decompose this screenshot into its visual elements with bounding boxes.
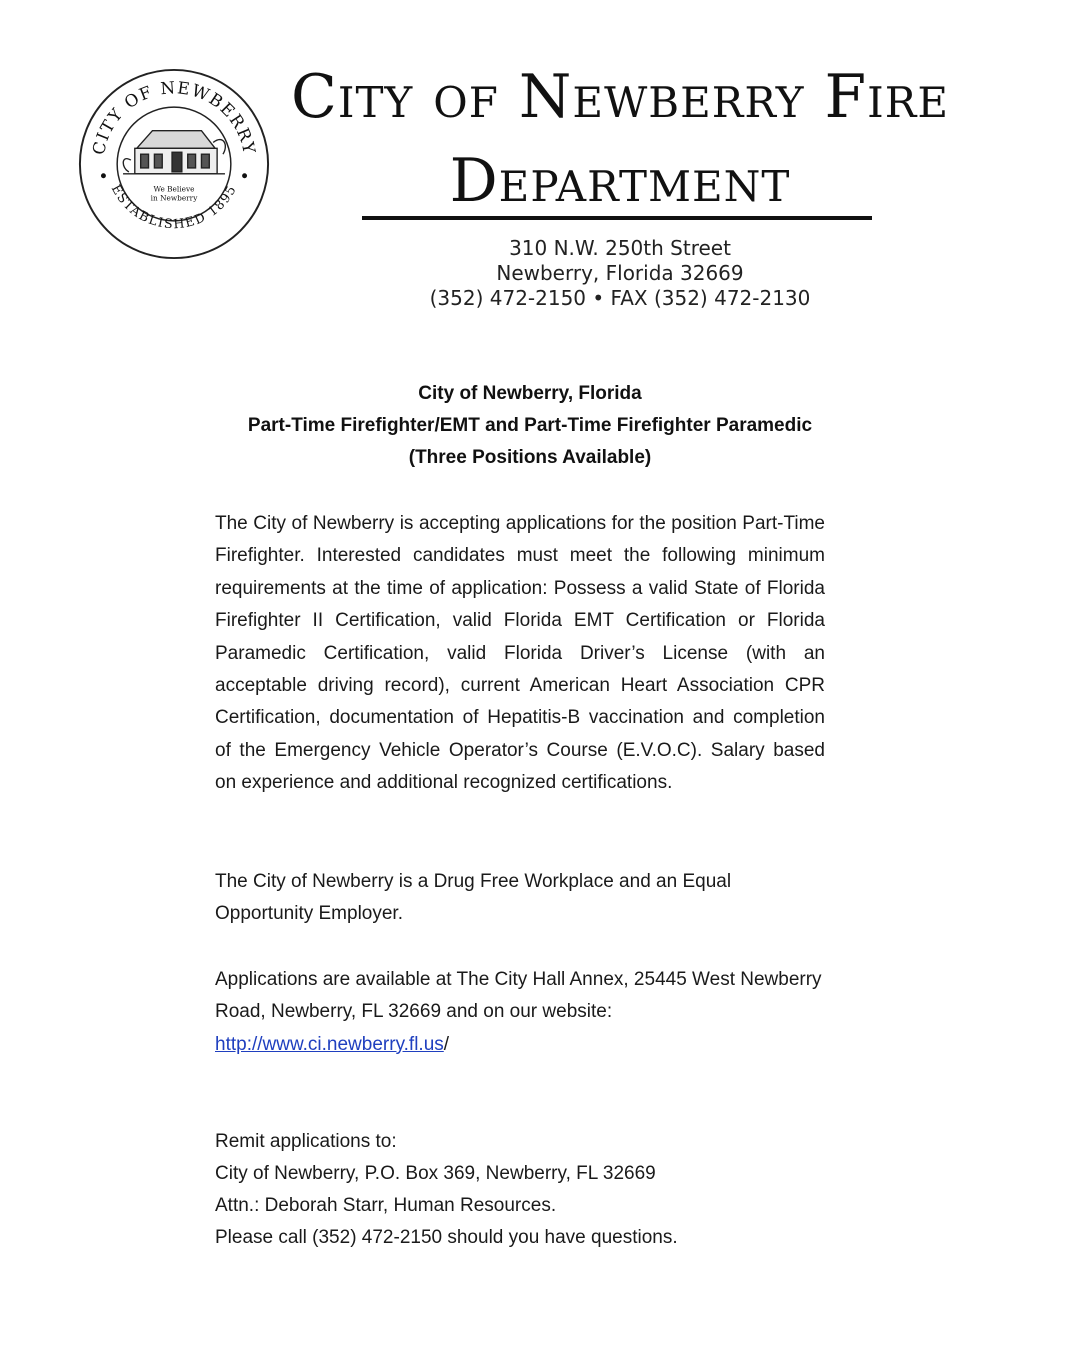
applications-paragraph	[215, 964, 825, 1061]
remit-phone: Please call (352) 472-2150 should you have questions.	[215, 1227, 678, 1248]
city-seal-logo	[76, 66, 272, 262]
seal-bottom-text: ESTABLISHED 1895	[107, 182, 241, 233]
employer-statement-paragraph: The City of Newberry is a Drug Free Workplace and an Equal Opportunity Employer.	[215, 871, 732, 925]
address-phone-fax: (352) 472-2150 • FAX (352) 472-2130	[429, 286, 811, 310]
requirements-paragraph: The City of Newberry is accepting applications for the position Part-Time Firefighter. Interested candidates must meet the following minimum requirements at the time of application: Possess a valid State of Florida Firefighter II Certification, valid Florida EMT Certification or Florida Paramedic Certification, valid Florida Driver’s License (with an acceptable driving record), current American Heart Association CPR Certification, documentation of Hepatitis-B vaccination and completion of the Emergency Vehicle Operator’s Course (E.V.O.C). Salary based on experience and additional recognized certifications.	[215, 513, 825, 794]
remit-heading: Remit applications to:	[215, 1131, 397, 1152]
department-title-line1: City of Newberry Fire	[290, 62, 950, 132]
remit-address: City of Newberry, P.O. Box 369, Newberry, FL 32669	[215, 1163, 656, 1184]
website-link-suffix: /	[443, 1033, 450, 1055]
heading-position: Part-Time Firefighter/EMT and Part-Time Firefighter Paramedic	[247, 415, 813, 436]
website-link[interactable]: http://www.ci.newberry.fl.us	[215, 1033, 444, 1055]
applications-text: Applications are available at The City Hall Annex, 25445 West Newberry Road, Newberry, FL 32669 and on our website:	[215, 969, 822, 1023]
heading-city: City of Newberry, Florida	[418, 383, 642, 404]
remit-attention: Attn.: Deborah Starr, Human Resources.	[215, 1195, 557, 1216]
address-street: 310 N.W. 250th Street	[509, 236, 731, 260]
header-divider	[362, 216, 872, 220]
seal-motto-line2: in Newberry	[150, 193, 198, 203]
seal-top-text: CITY OF NEWBERRY	[88, 78, 260, 157]
address-city: Newberry, Florida 32669	[496, 261, 744, 285]
heading-positions-available: (Three Positions Available)	[408, 447, 652, 468]
seal-motto-line1: We Believe	[153, 184, 195, 194]
city-hall-building-icon	[123, 131, 225, 174]
department-title-line2: Department	[449, 146, 791, 216]
